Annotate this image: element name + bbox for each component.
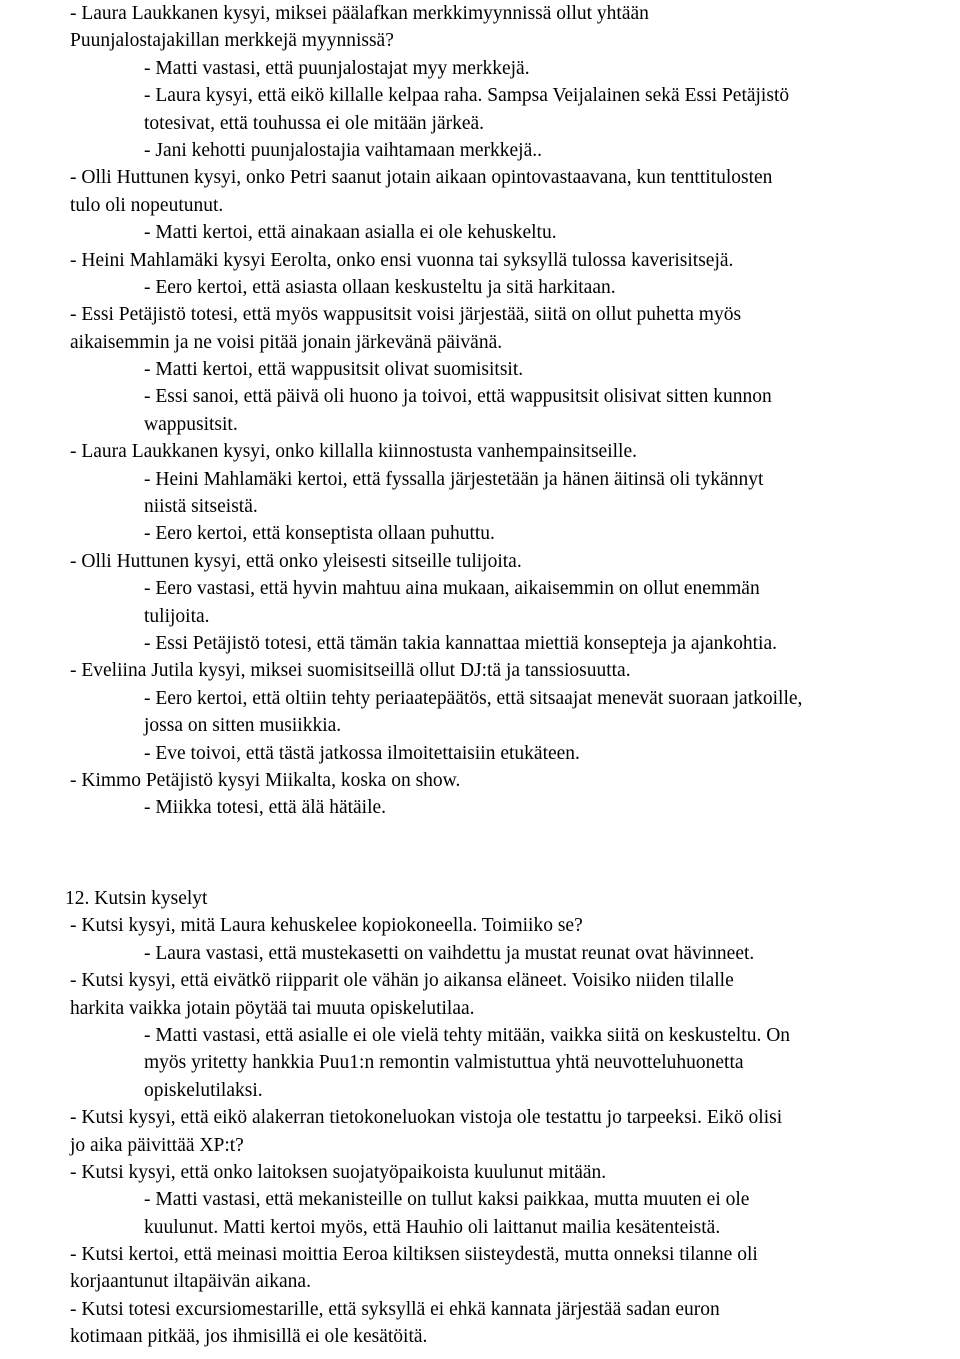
question-line: aikaisemmin ja ne voisi pitää jonain järkevänä päivänä. [70,331,503,353]
question-line: - Kimmo Petäjistö kysyi Miikalta, koska on show. [70,769,461,791]
reply-line: - Miikka totesi, että älä hätäile. [144,797,387,819]
reply-line: tulijoita. [144,605,210,627]
reply-line: - Matti vastasi, että asialle ei ole vielä tehty mitään, vaikka siitä on keskusteltu. On [144,1024,791,1046]
section-12-lines [70,912,955,1350]
reply-line: niistä sitseistä. [144,496,258,518]
reply-line: - Eero vastasi, että hyvin mahtuu aina mukaan, aikaisemmin on ollut enemmän [144,578,760,600]
question-line: - Heini Mahlamäki kysyi Eerolta, onko ensi vuonna tai syksyllä tulossa kaverisitsejä. [70,249,734,271]
question-line: - Kutsi kysyi, että eivätkö riipparit ole vähän jo aikansa eläneet. Voisiko niiden tilalle [70,970,734,992]
reply-line: - Matti kertoi, että ainakaan asialla ei ole kehuskeltu. [144,222,557,244]
question-line: harkita vaikka jotain pöytää tai muuta opiskelutilaa. [70,997,475,1019]
section-heading: 12. Kutsin kyselyt [65,888,208,909]
reply-line: - Essi sanoi, että päivä oli huono ja toivoi, että wappusitsit olisivat sitten kunnon [144,386,772,408]
question-line: - Essi Petäjistö totesi, että myös wappusitsit voisi järjestää, siitä on ollut puhetta myös [70,304,742,326]
reply-line: - Eero kertoi, että oltiin tehty periaatepäätös, että sitsaajat menevät suoraan jatkoille, [144,687,803,709]
question-line: - Kutsi kysyi, että onko laitoksen suojatyöpaikoista kuulunut mitään. [70,1161,607,1183]
question-line: Puunjalostajakillan merkkejä myynnissä? [70,30,394,52]
reply-line: myös yritetty hankkia Puu1:n remontin valmistuttua yhtä neuvotteluhuonetta [144,1052,744,1074]
reply-line: - Laura kysyi, että eikö killalle kelpaa raha. Sampsa Veijalainen sekä Essi Petäjistö [144,85,790,107]
question-line: kotimaan pitkää, jos ihmisillä ei ole kesätöitä. [70,1326,428,1348]
reply-line: wappusitsit. [144,413,238,435]
reply-line: kuulunut. Matti kertoi myös, että Hauhio oli laittanut mailia kesätenteistä. [144,1216,721,1238]
question-line: - Kutsi kysyi, että eikö alakerran tietokoneluokan vistoja ole testattu jo tarpeeksi. Eikö olisi [70,1107,783,1129]
question-line: - Kutsi totesi excursiomestarille, että syksyllä ei ehkä kannata järjestää sadan euron [70,1298,720,1320]
reply-line: - Essi Petäjistö totesi, että tämän takia kannattaa miettiä konsepteja ja ajankohtia. [144,632,778,654]
reply-line: - Jani kehotti puunjalostajia vaihtamaan merkkejä.. [144,139,542,161]
reply-line: - Eero kertoi, että asiasta ollaan keskusteltu ja sitä harkitaan. [144,276,616,298]
reply-line: - Eve toivoi, että tästä jatkossa ilmoitettaisiin etukäteen. [144,742,580,764]
section-12-kutsin-kyselyt [65,885,955,1351]
reply-line: - Eero kertoi, että konseptista ollaan puhuttu. [144,523,495,545]
reply-line: - Matti vastasi, että puunjalostajat myy merkkejä. [144,57,530,79]
question-line: tulo oli nopeutunut. [70,194,224,216]
question-line: - Laura Laukkanen kysyi, miksei päälafkan merkkimyynnissä ollut yhtään [70,3,649,24]
question-line: - Olli Huttunen kysyi, että onko yleisesti sitseille tulijoita. [70,550,522,572]
reply-line: jossa on sitten musiikkia. [144,715,342,737]
reply-line: - Matti vastasi, että mekanisteille on tullut kaksi paikkaa, mutta muuten ei ole [144,1189,750,1211]
question-line: - Olli Huttunen kysyi, onko Petri saanut jotain aikaan opintovastaavana, kun tenttitulosten [70,167,773,189]
question-line: - Kutsi kysyi, mitä Laura kehuskelee kopiokoneella. Toimiiko se? [70,915,583,937]
reply-line: - Matti kertoi, että wappusitsit olivat suomisitsit. [144,359,524,381]
question-line: jo aika päivittää XP:t? [70,1134,244,1156]
reply-line: - Heini Mahlamäki kertoi, että fyssalla järjestetään ja hänen äitinsä oli tykännyt [144,468,764,490]
question-line: korjaantunut iltapäivän aikana. [70,1271,311,1293]
reply-line: totesivat, että touhussa ei ole mitään järkeä. [144,112,485,134]
minutes-part-1 [70,0,955,822]
reply-line: - Laura vastasi, että mustekasetti on vaihdettu ja mustat reunat ovat hävinneet. [144,942,755,964]
question-line: - Laura Laukkanen kysyi, onko killalla kiinnostusta vanhempainsitseille. [70,441,637,463]
question-line: - Eveliina Jutila kysyi, miksei suomisitseillä ollut DJ:tä ja tanssiosuutta. [70,660,631,682]
reply-line: opiskelutilaksi. [144,1079,263,1101]
question-line: - Kutsi kertoi, että meinasi moittia Eeroa kiltiksen siisteydestä, mutta onneksi tilanne oli [70,1244,758,1266]
